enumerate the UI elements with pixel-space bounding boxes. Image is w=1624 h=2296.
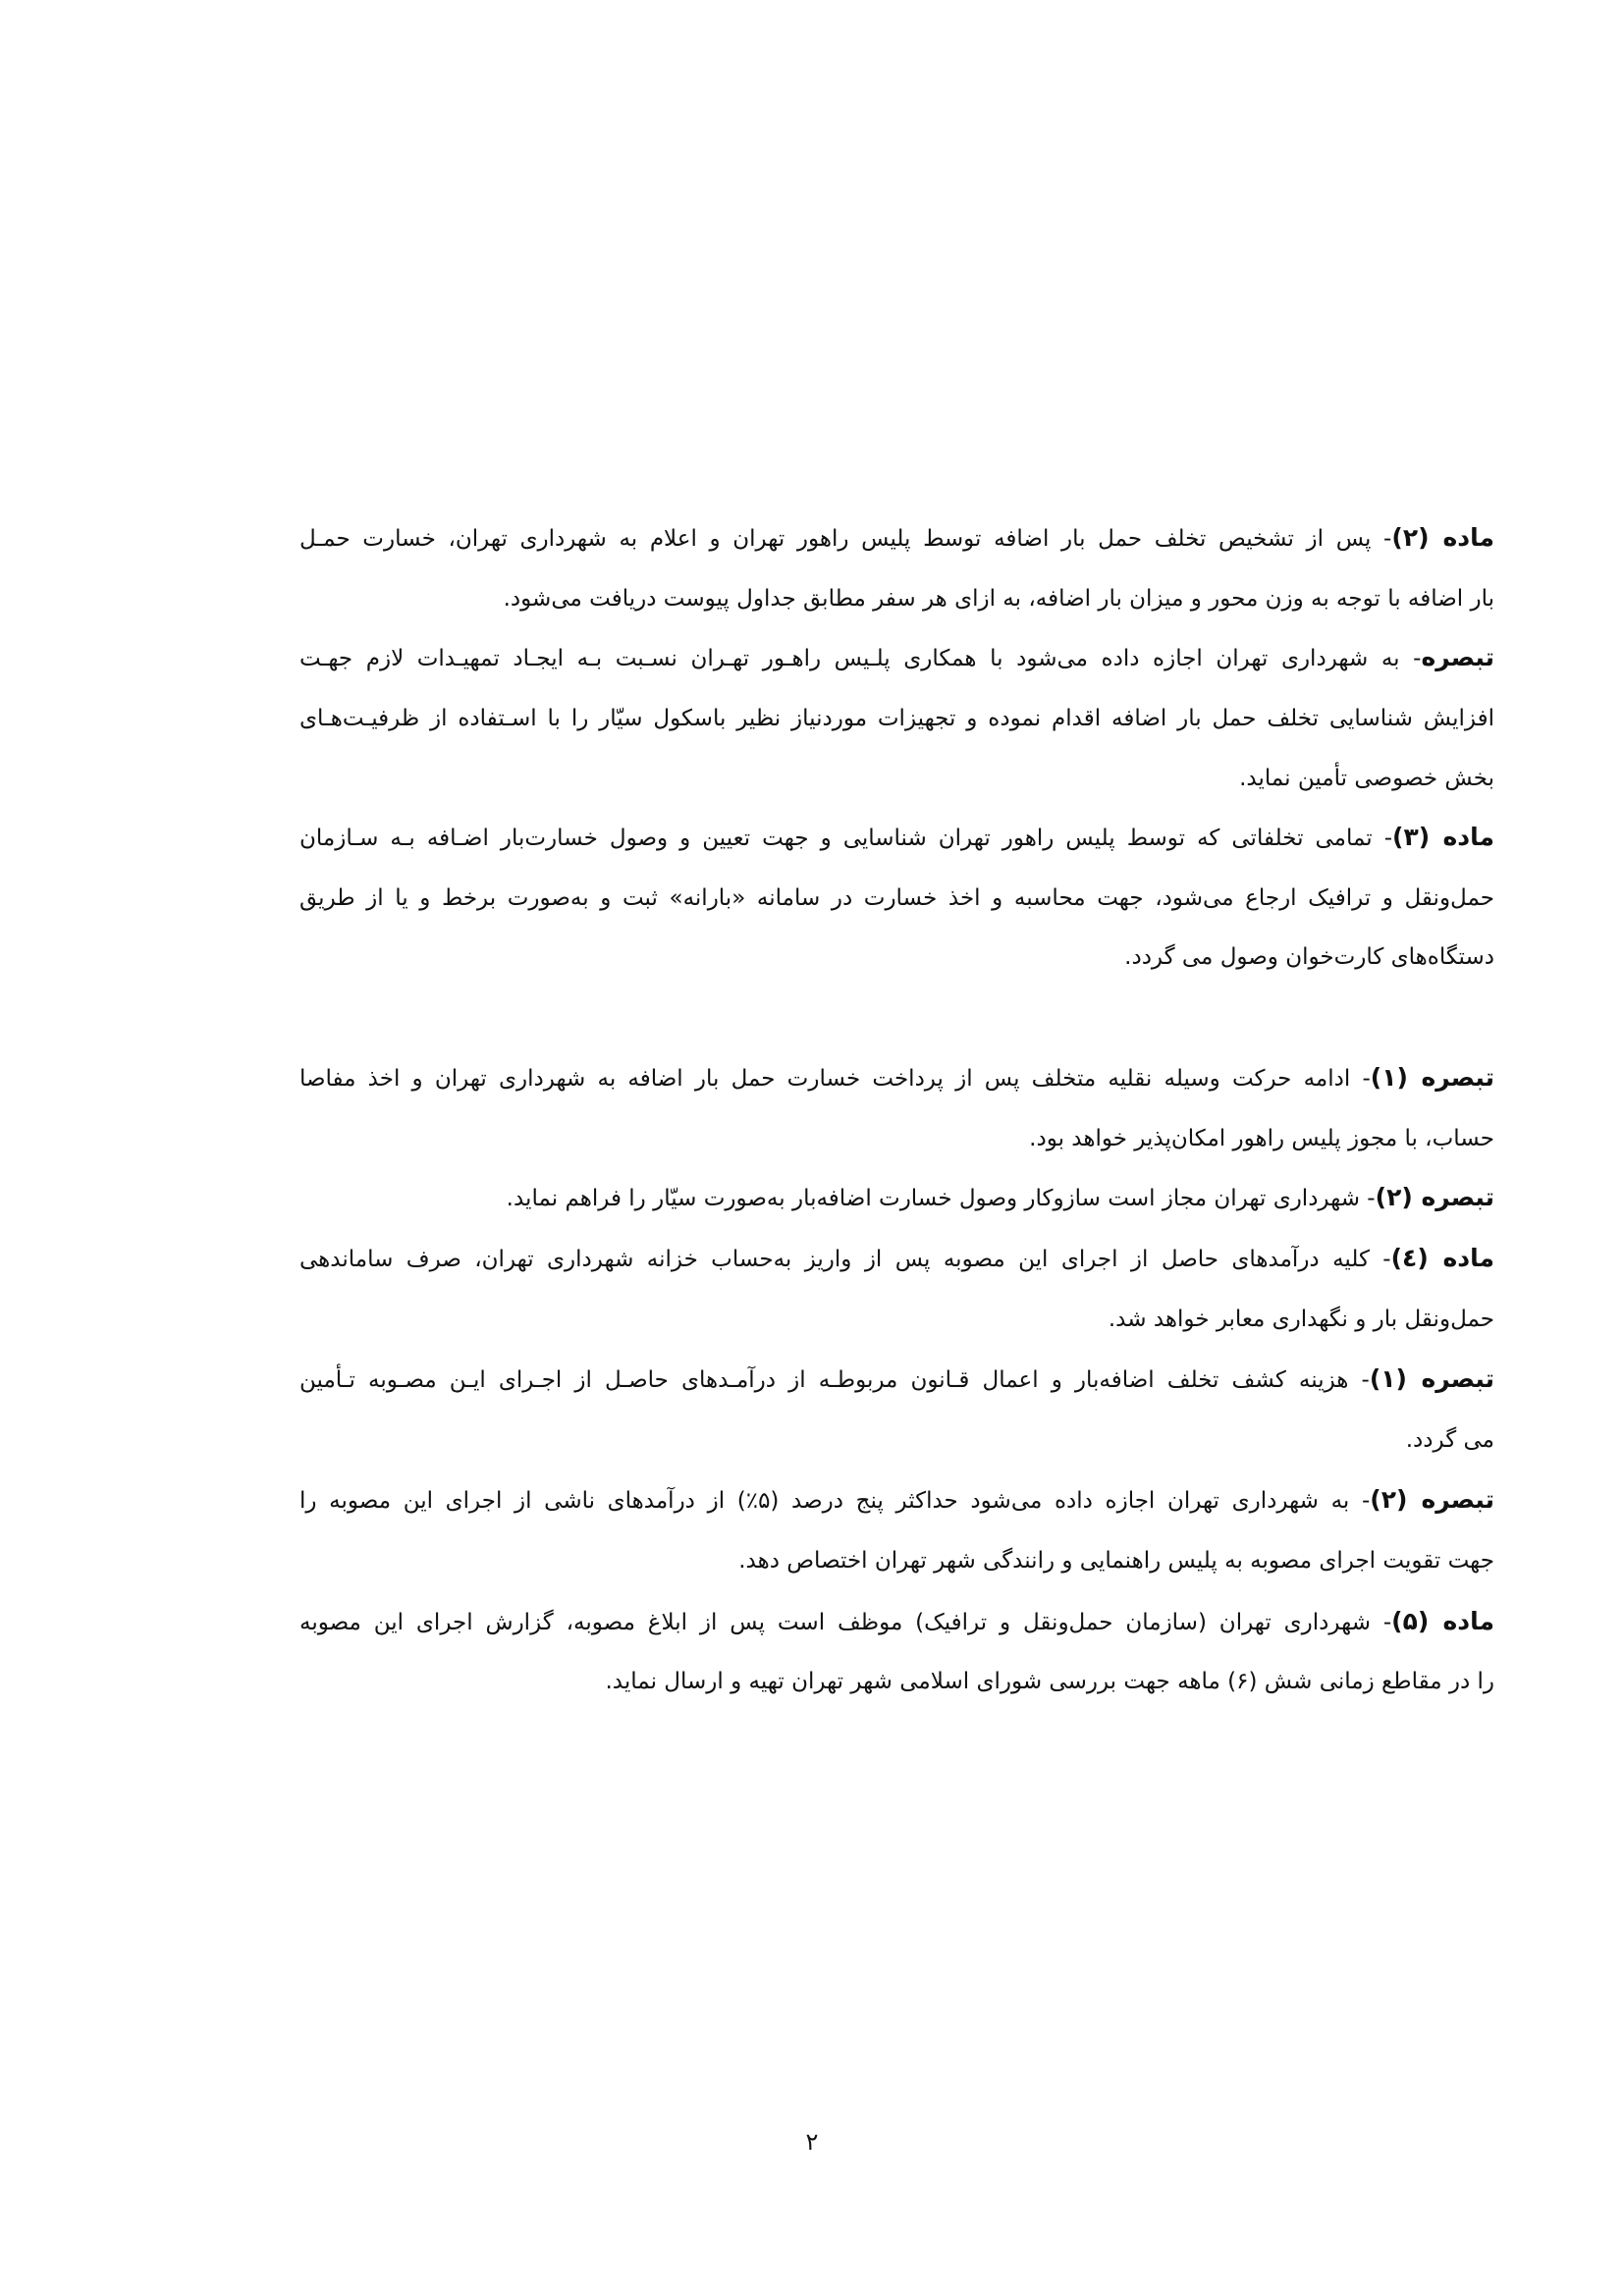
line-text: را در مقاطع زمانی شش (۶) ماهه جهت بررسی شورای اسلامی شهر تهران تهیه و ارسال نماید. bbox=[605, 1669, 1494, 1694]
line-text: - شهرداری تهران (سازمان حمل‌ونقل و ترافیک) موظف است پس از ابلاغ مصوبه، گزارش اجرای این مصوبه bbox=[299, 1610, 1392, 1635]
line-text: بخش خصوصی تأمین نماید. bbox=[1239, 766, 1494, 791]
paragraph-line bbox=[299, 1420, 1494, 1460]
line-text: جهت تقویت اجرای مصوبه به پلیس راهنمایی و رانندگی شهر تهران اختصاص دهد. bbox=[738, 1548, 1494, 1574]
line-text: - هزینه کشف تخلف اضافه‌بار و اعمال قـانون مربوطـه از درآمـدهای حاصـل از اجـرای ایـن مصـوبه تـأمین bbox=[299, 1367, 1370, 1393]
line-text: - پس از تشخیص تخلف حمل بار اضافه توسط پلیس راهور تهران و اعلام به شهرداری تهران، خسارت حمـل bbox=[299, 526, 1392, 552]
paragraph-line bbox=[299, 1178, 1494, 1217]
paragraph-line bbox=[299, 1480, 1494, 1520]
line-text: افزایش شناسایی تخلف حمل بار اضافه اقدام نموده و تجهیزات موردنیاز نظیر باسکول سیّار را با اسـتفاده از ظرفیـت‌هـای bbox=[299, 706, 1494, 731]
paragraph-line bbox=[299, 579, 1494, 618]
line-text: - ادامه حرکت وسیله نقلیه متخلف پس از پرداخت خسارت حمل بار اضافه به شهرداری تهران و اخذ مفاصا bbox=[299, 1066, 1371, 1092]
paragraph-line bbox=[299, 759, 1494, 798]
line-text: می گردد. bbox=[1405, 1427, 1494, 1453]
paragraph-line bbox=[299, 1662, 1494, 1701]
article-label: ماده (۵) bbox=[1391, 1607, 1494, 1635]
article-label: تبصره (۲) bbox=[1375, 1183, 1494, 1211]
line-text: - به شهرداری تهران اجازه داده می‌شود با همکاری پلـیس راهـور تهـران نسـبت بـه ایجـاد تمهیـدات لازم جهـت bbox=[299, 646, 1422, 671]
paragraph-line bbox=[299, 1541, 1494, 1580]
article-label: تبصره (۱) bbox=[1370, 1063, 1494, 1092]
article-label: تبصره (۲) bbox=[1370, 1485, 1494, 1514]
line-text: بار اضافه با توجه به وزن محور و میزان بار اضافه، به ازای هر سفر مطابق جداول پیوست دریافت می‌شود. bbox=[503, 586, 1494, 612]
line-text: دستگاه‌های کارت‌خوان وصول می گردد. bbox=[1124, 944, 1494, 970]
paragraph-line bbox=[299, 818, 1494, 857]
paragraph-line bbox=[299, 1058, 1494, 1097]
paragraph-line bbox=[299, 699, 1494, 738]
article-label: تبصره bbox=[1421, 643, 1494, 671]
line-text: - تمامی تخلفاتی که توسط پلیس راهور تهران شناسایی و جهت تعیین و وصول خسارت‌بار اضـافه بـه سـازمان bbox=[299, 826, 1392, 851]
paragraph-line bbox=[299, 1602, 1494, 1641]
line-text: - به شهرداری تهران اجازه داده می‌شود حداکثر پنج درصد (۵٪) از درآمدهای ناشی از اجرای این مصوبه را bbox=[299, 1488, 1371, 1514]
paragraph-line bbox=[299, 937, 1494, 977]
line-text: - شهرداری تهران مجاز است سازوکار وصول خسارت اضافه‌بار به‌صورت سیّار را فراهم نماید. bbox=[506, 1186, 1376, 1211]
line-text: حمل‌ونقل و ترافیک ارجاع می‌شود، جهت محاسبه و اخذ خسارت در سامانه «بارانه» ثبت و به‌صورت برخط و یا از طریق bbox=[299, 885, 1494, 911]
line-text: حمل‌ونقل بار و نگهداری معابر خواهد شد. bbox=[1108, 1307, 1494, 1332]
article-label: ماده (٤) bbox=[1390, 1244, 1494, 1272]
article-label: ماده (۲) bbox=[1391, 523, 1494, 552]
paragraph-line bbox=[299, 1119, 1494, 1158]
article-label: تبصره (۱) bbox=[1369, 1364, 1494, 1393]
paragraph-line bbox=[299, 518, 1494, 558]
page-number: ۲ bbox=[805, 2128, 819, 2156]
paragraph-line bbox=[299, 879, 1494, 918]
article-label: ماده (۳) bbox=[1392, 823, 1494, 851]
paragraph-line bbox=[299, 1360, 1494, 1399]
line-text: حساب، با مجوز پلیس راهور امکان‌پذیر خواهد بود. bbox=[1029, 1126, 1494, 1151]
paragraph-line bbox=[299, 1300, 1494, 1339]
paragraph-line bbox=[299, 638, 1494, 677]
line-text: - کلیه درآمدهای حاصل از اجرای این مصوبه پس از واریز به‌حساب خزانه شهرداری تهران، صرف ساماندهی bbox=[299, 1247, 1391, 1272]
paragraph-line bbox=[299, 1239, 1494, 1278]
